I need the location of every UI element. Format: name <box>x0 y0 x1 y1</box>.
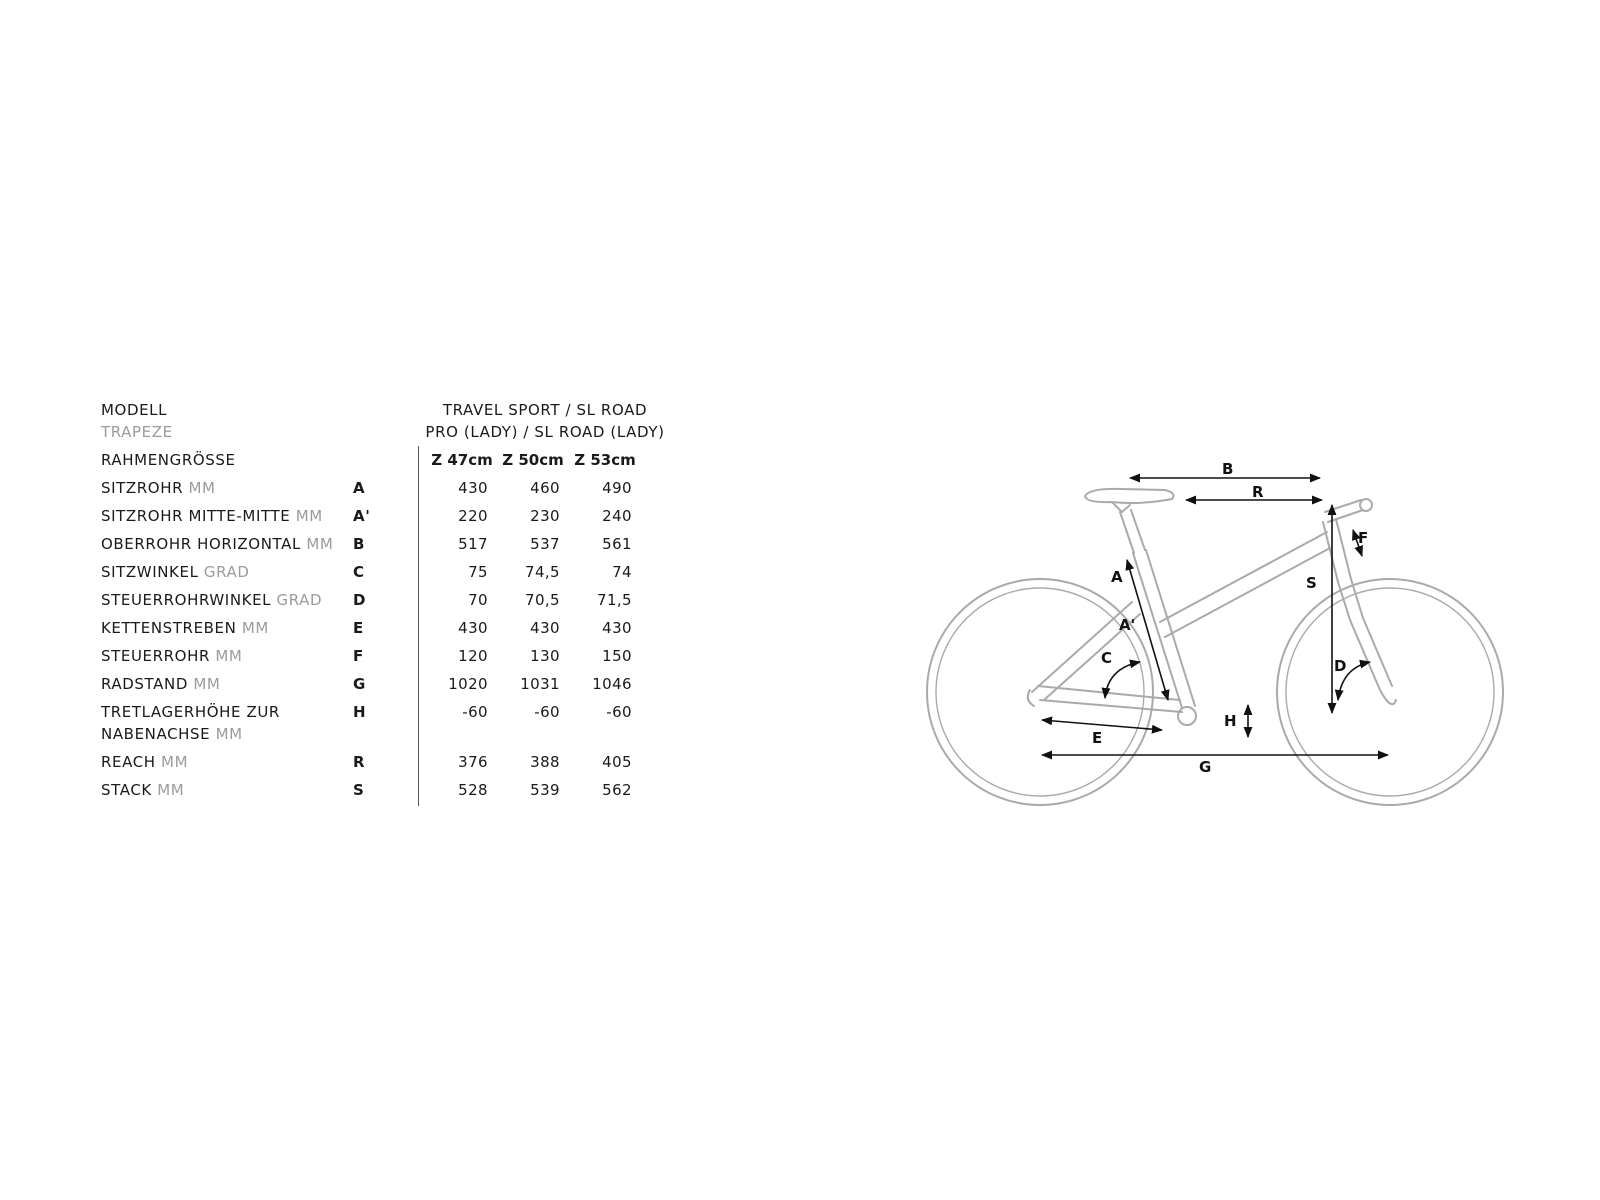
row-value: 528 <box>458 781 488 799</box>
row-value: 71,5 <box>597 591 632 609</box>
front-wheel <box>1277 579 1503 805</box>
row-value: 562 <box>602 781 632 799</box>
row-code: R <box>353 753 366 771</box>
row-value: 75 <box>468 563 488 581</box>
saddle <box>1085 489 1173 503</box>
row-value: 430 <box>458 619 488 637</box>
top-tube <box>1160 532 1330 637</box>
frame-size-label: RAHMENGRÖSSE <box>101 451 236 469</box>
row-name: TRETLAGERHÖHE ZUR <box>101 703 280 721</box>
row-value: 490 <box>602 479 632 497</box>
row-value: 517 <box>458 535 488 553</box>
row-code: C <box>353 563 365 581</box>
row-name: STEUERROHRWINKEL GRAD <box>101 591 323 609</box>
row-value: 376 <box>458 753 488 771</box>
handlebar <box>1360 499 1372 511</box>
row-name: SITZROHR MITTE-MITTE MM <box>101 507 323 525</box>
label-h: H <box>1224 712 1237 730</box>
row-code: D <box>353 591 367 609</box>
row-value: 70 <box>468 591 488 609</box>
row-value: 220 <box>458 507 488 525</box>
row-code: S <box>353 781 365 799</box>
row-value: 150 <box>602 647 632 665</box>
label-a-prime: A' <box>1119 616 1136 634</box>
row-value: 120 <box>458 647 488 665</box>
row-value: 430 <box>530 619 560 637</box>
bottom-bracket <box>1178 707 1196 725</box>
row-value: 1020 <box>448 675 488 693</box>
row-code: G <box>353 675 366 693</box>
seatpost <box>1120 510 1145 553</box>
row-code: B <box>353 535 366 553</box>
row-value: 1046 <box>592 675 632 693</box>
row-name: STEUERROHR MM <box>101 647 243 665</box>
row-value: 430 <box>602 619 632 637</box>
row-value: -60 <box>534 703 560 721</box>
row-name: OBERROHR HORIZONTAL MM <box>101 535 334 553</box>
row-name: SITZWINKEL GRAD <box>101 563 250 581</box>
row-value: 405 <box>602 753 632 771</box>
row-code: E <box>353 619 364 637</box>
row-name-line2: NABENACHSE MM <box>101 725 243 743</box>
size-col-1: Z 47cm <box>431 451 493 469</box>
row-name: RADSTAND MM <box>101 675 221 693</box>
label-b: B <box>1222 460 1234 478</box>
size-col-3: Z 53cm <box>574 451 636 469</box>
row-value: 561 <box>602 535 632 553</box>
row-value: 74 <box>612 563 632 581</box>
label-f: F <box>1358 529 1369 547</box>
row-value: 230 <box>530 507 560 525</box>
row-name: KETTENSTREBEN MM <box>101 619 269 637</box>
label-e: E <box>1092 729 1103 747</box>
modell-label: MODELL <box>101 401 168 419</box>
label-s: S <box>1306 574 1317 592</box>
label-a: A <box>1111 568 1123 586</box>
row-value: 70,5 <box>525 591 560 609</box>
model-name-line1: TRAVEL SPORT / SL ROAD <box>442 401 648 419</box>
label-c: C <box>1101 649 1113 667</box>
chain-stays <box>1038 686 1182 712</box>
row-value: 430 <box>458 479 488 497</box>
row-code: A <box>353 479 366 497</box>
row-value: 388 <box>530 753 560 771</box>
modell-sub-label: TRAPEZE <box>101 423 173 441</box>
row-value: 539 <box>530 781 560 799</box>
size-col-2: Z 50cm <box>502 451 564 469</box>
row-value: 460 <box>530 479 560 497</box>
row-value: -60 <box>462 703 488 721</box>
label-r: R <box>1252 483 1264 501</box>
row-name: STACK MM <box>101 781 185 799</box>
row-value: 74,5 <box>525 563 560 581</box>
row-value: -60 <box>606 703 632 721</box>
row-value: 1031 <box>520 675 560 693</box>
model-name-line2: PRO (LADY) / SL ROAD (LADY) <box>425 423 665 441</box>
row-name: REACH MM <box>101 753 189 771</box>
stem <box>1325 500 1363 522</box>
label-g: G <box>1199 758 1212 776</box>
row-code: F <box>353 647 364 665</box>
row-name: SITZROHR MM <box>101 479 216 497</box>
row-value: 537 <box>530 535 560 553</box>
row-value: 130 <box>530 647 560 665</box>
row-code: H <box>353 703 367 721</box>
label-d: D <box>1334 657 1347 675</box>
row-code: A' <box>353 507 371 525</box>
rear-dropout <box>1028 690 1034 706</box>
row-value: 240 <box>602 507 632 525</box>
